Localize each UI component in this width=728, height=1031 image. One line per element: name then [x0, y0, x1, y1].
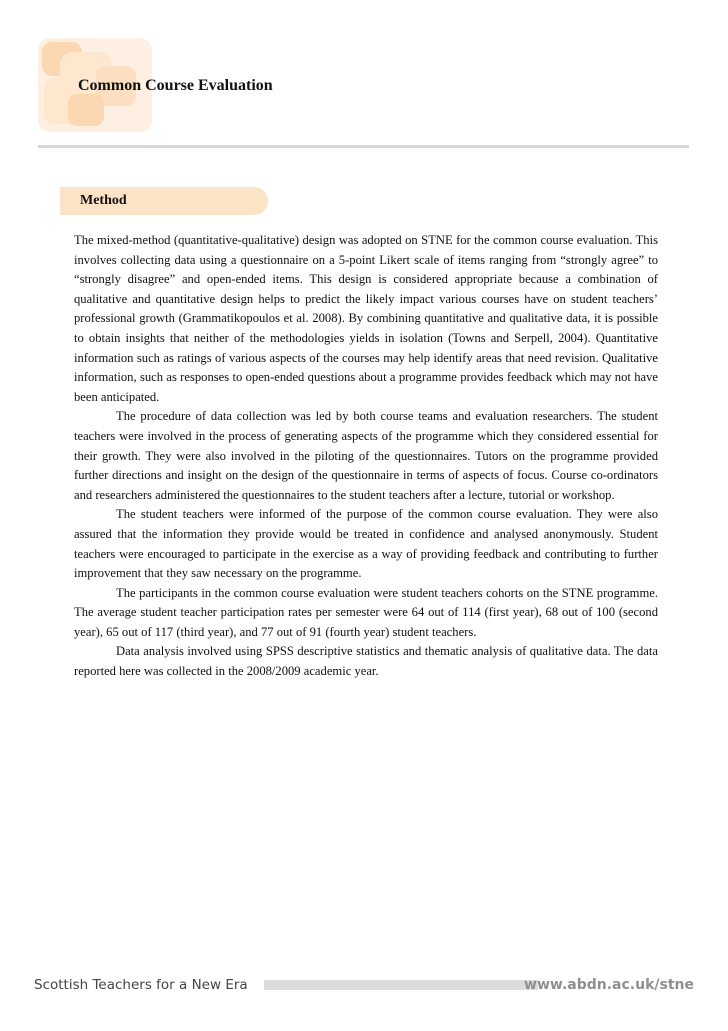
- paragraph-3: The student teachers were informed of the purpose of the common course evaluation. They were also assured that the information they provide would be treated in confidence and analysed anonymously. Student teachers were encouraged to participate in the exercise as a way of providing feedback and contributing to further improvement that they saw necessary on the programme.: [74, 507, 658, 581]
- paragraph-4: The participants in the common course evaluation were student teachers cohorts on the STNE programme. The average student teacher participation rates per semester were 64 out of 114 (first year), 68 out of 100 (second year), 65 out of 117 (third year), and 77 out of 91 (fourth year) student teachers.: [74, 585, 658, 639]
- page-footer: [34, 976, 694, 994]
- header-divider: [38, 145, 689, 148]
- footer-website-url: www.abdn.ac.uk/stne: [524, 977, 694, 993]
- body-text: [74, 231, 658, 682]
- paragraph-5: Data analysis involved using SPSS descriptive statistics and thematic analysis of qualitative data. The data reported here was collected in the 2008/2009 academic year.: [74, 644, 658, 679]
- footer-divider-bar: [264, 980, 538, 990]
- paragraph-1: The mixed-method (quantitative-qualitative) design was adopted on STNE for the common course evaluation. This involves collecting data using a questionnaire on a 5-point Likert scale of items ranging from “strongly agree” to “strongly disagree” and open-ended items. This design is considered appropriate because a combination of qualitative and quantitative design helps to predict the likely impact various courses have on student teachers’ professional growth (Grammatikopoulos et al. 2008). By combining quantitative and qualitative data, it is possible to obtain insights that neither of the methodologies yields in isolation (Towns and Serpell, 2004). Quantitative information such as ratings of various aspects of the courses may help identify areas that need revision. Qualitative information, such as responses to open-ended questions about a programme provides feedback which may not have been anticipated.: [74, 233, 658, 404]
- logo-block-e: [68, 94, 104, 126]
- section-heading-tab: [60, 187, 268, 215]
- section-heading: Method: [80, 193, 127, 208]
- paragraph-2: The procedure of data collection was led by both course teams and evaluation researchers. The student teachers were involved in the process of generating aspects of the programme which they considered essential for their growth. They were also involved in the piloting of the questionnaires. Tutors on the programme provided further directions and insight on the design of the questionnaire in terms of aspects of focus. Course co-ordinators and researchers administered the questionnaires to the student teachers after a lecture, tutorial or workshop.: [74, 409, 658, 502]
- footer-program-name: Scottish Teachers for a New Era: [34, 977, 248, 993]
- document-title: Common Course Evaluation: [78, 77, 273, 94]
